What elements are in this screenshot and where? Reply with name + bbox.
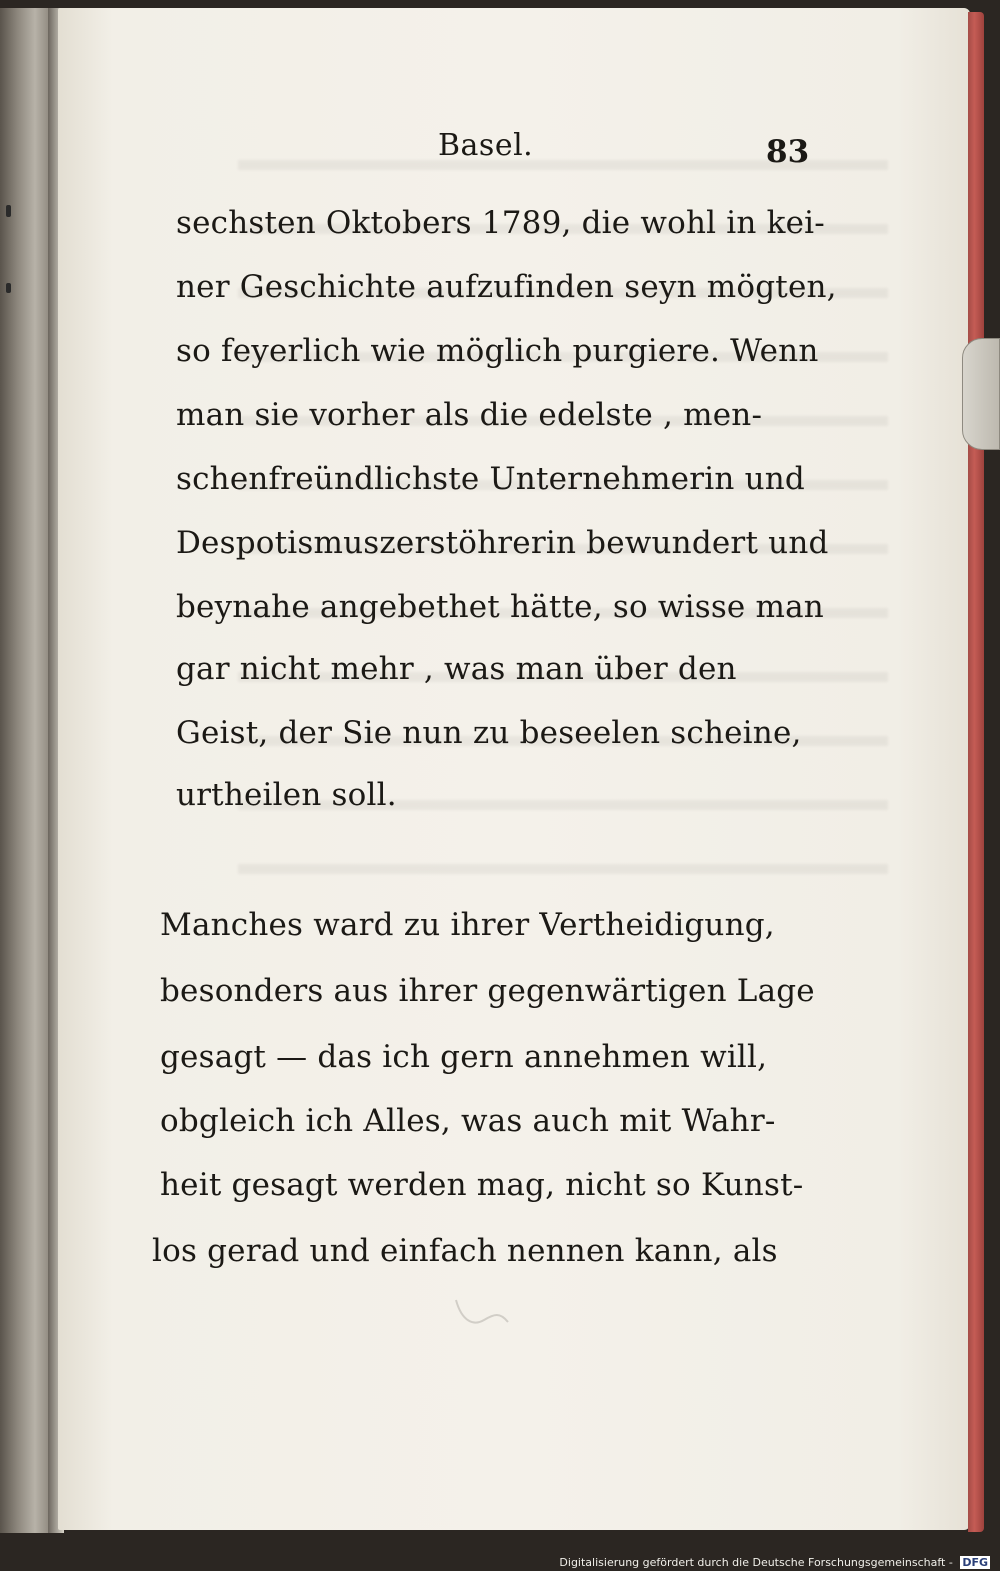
left-page-ink-marks [6,205,16,325]
text-line: gesagt — das ich gern annehmen will, [160,1039,768,1075]
text-line: obgleich ich Alles, was auch mit Wahr- [160,1103,776,1139]
text-line: Geist, der Sie nun zu beseelen scheine, [176,715,802,751]
text-line: schenfreündlichste Unternehmerin und [176,461,805,497]
page-number: 83 [766,134,810,170]
text-line: Manches ward zu ihrer Vertheidigung, [160,907,775,943]
credit-text: Digitalisierung gefördert durch die Deutsche Forschungsgemeinschaft - [559,1556,953,1569]
text-line: besonders aus ihrer gegenwärtigen Lage [160,973,815,1009]
text-line: los gerad und einfach nennen kann, als [152,1233,778,1269]
running-head: Basel. [438,128,534,163]
red-fore-edge [968,12,984,1532]
page-tab [962,338,1000,450]
pencil-mark [452,1292,512,1332]
text-line: gar nicht mehr , was man über den [176,651,737,687]
text-line: sechsten Oktobers 1789, die wohl in kei- [176,205,825,241]
text-line: Despotismuszerstöhrerin bewundert und [176,525,829,561]
text-line: urtheilen soll. [176,777,397,813]
text-line: so feyerlich wie möglich purgiere. Wenn [176,333,819,369]
text-line: ner Geschichte aufzufinden seyn mögten, [176,269,837,305]
text-line: man sie vorher als die edelste , men- [176,397,763,433]
dfg-logo: DFG [962,1556,988,1569]
text-line: heit gesagt werden mag, nicht so Kunst- [160,1167,804,1203]
text-line: beynahe angebethet hätte, so wisse man [176,589,824,625]
digitization-credit [559,1556,990,1569]
